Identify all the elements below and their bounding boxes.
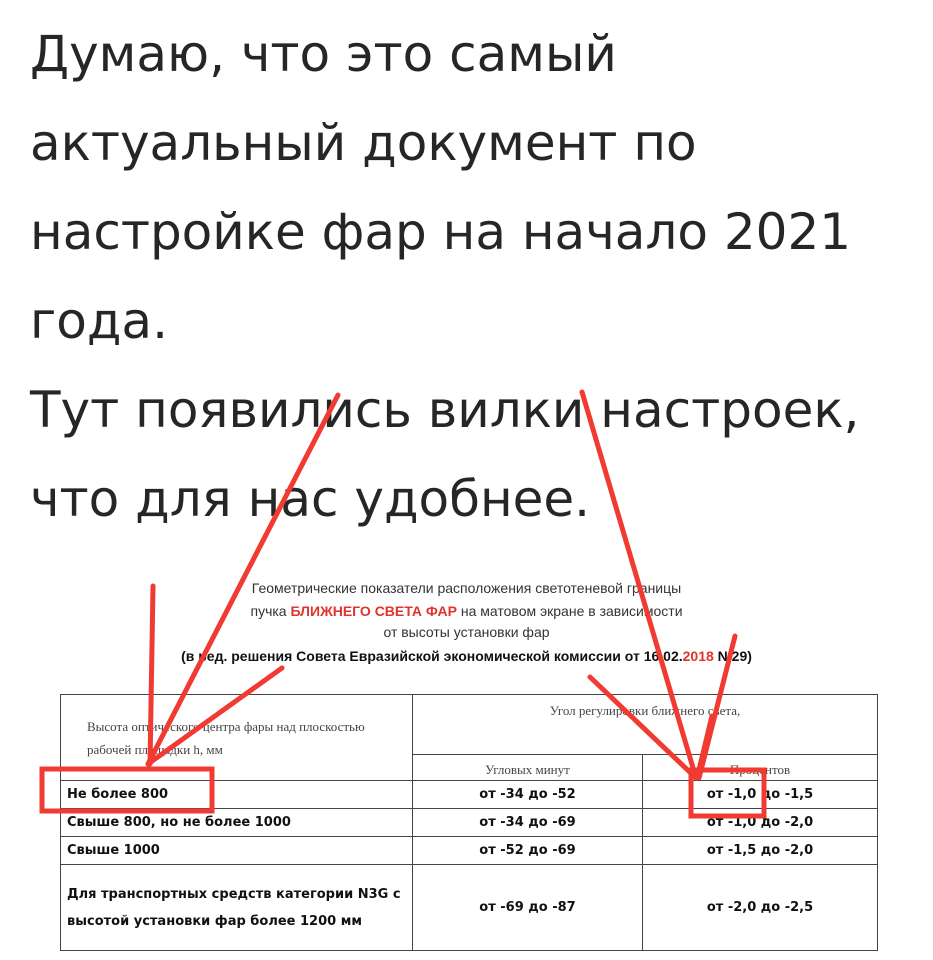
doc-heading-text: на матовом экране в зависимости	[456, 603, 683, 619]
row-minutes: от -52 до -69	[413, 837, 643, 865]
doc-heading-line: от высоты установки фар	[383, 624, 550, 640]
row-percent: от -2,0 до -2,5	[643, 865, 878, 951]
table-row	[61, 865, 878, 951]
table-row	[61, 837, 878, 865]
row-minutes: от -34 до -52	[413, 781, 643, 809]
col-header-angle: Угол регулировки ближнего света,	[413, 695, 878, 755]
post-line: что для нас удобнее.	[30, 470, 591, 528]
row-height: Не более 800	[61, 781, 413, 809]
row-minutes: от -69 до -87	[413, 865, 643, 951]
post-line: Тут появились вилки настроек,	[30, 381, 860, 439]
adjustment-table	[60, 694, 878, 951]
row-percent: от -1,0 до -2,0	[643, 809, 878, 837]
post-line: актуальный документ по	[30, 114, 697, 172]
doc-heading-text: (в ред. решения Совета Евразийской экономической комиссии от 16.02.	[181, 648, 683, 664]
row-percent: от -1,5 до -2,0	[643, 837, 878, 865]
doc-heading-line	[0, 648, 933, 664]
post-line: настройке фар на начало 2021	[30, 203, 852, 261]
doc-heading-line: Геометрические показатели расположения светотеневой границы	[251, 580, 682, 596]
document-image	[0, 570, 933, 960]
row-percent: от -1,0 до -1,5	[643, 781, 878, 809]
subheader-minutes: Угловых минут	[413, 755, 643, 781]
table-header-row	[61, 695, 878, 755]
post-text	[30, 10, 920, 544]
doc-heading-line	[0, 603, 933, 619]
row-minutes: от -34 до -69	[413, 809, 643, 837]
post-line: Думаю, что это самый	[30, 25, 617, 83]
doc-heading-text: N 29)	[713, 648, 752, 664]
doc-heading-highlight: 2018	[682, 648, 714, 664]
row-height: Свыше 800, но не более 1000	[61, 809, 413, 837]
doc-heading-highlight: БЛИЖНЕГО СВЕТА ФАР	[290, 603, 457, 619]
row-height: Свыше 1000	[61, 837, 413, 865]
row-height: Для транспортных средств категории N3G с высотой установки фар более 1200 мм	[61, 865, 413, 951]
post-line: года.	[30, 292, 168, 350]
table-row	[61, 809, 878, 837]
col-header-height: Высота оптического центра фары над плоскостью рабочей площадки h, мм	[61, 695, 413, 781]
doc-heading-text: пучка	[250, 603, 291, 619]
subheader-percent: Процентов	[643, 755, 878, 781]
table-row	[61, 781, 878, 809]
